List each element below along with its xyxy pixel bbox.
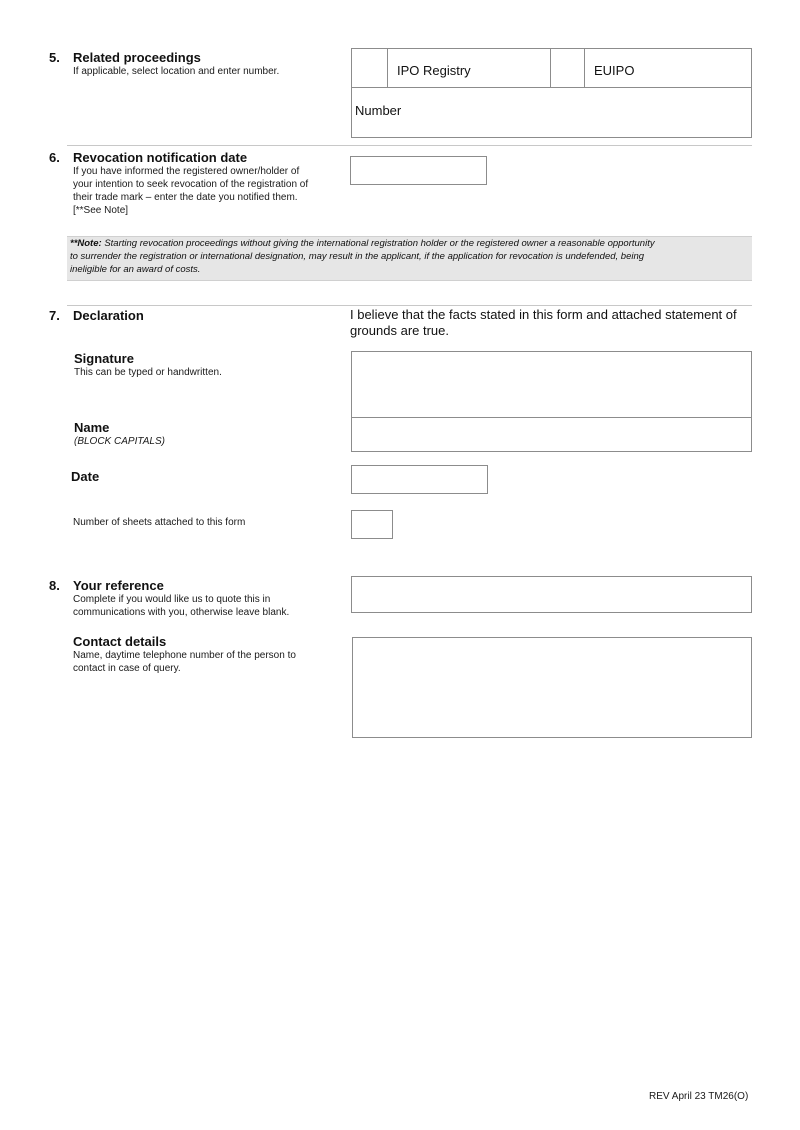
name-description: (BLOCK CAPITALS) — [74, 436, 165, 447]
euipo-checkbox[interactable] — [550, 49, 584, 87]
signature-title: Signature — [74, 351, 134, 366]
signature-input[interactable] — [351, 351, 752, 418]
section-divider — [67, 145, 752, 146]
sheets-count-input[interactable] — [351, 510, 393, 539]
section-6-number: 6. — [49, 150, 60, 165]
date-title: Date — [71, 469, 100, 484]
section-6-description-3: their trade mark – enter the date you notified them. — [73, 192, 298, 203]
note-text-2: to surrender the registration or international designation, may result in the applicant, if the application for revocation is undefended, being — [70, 251, 645, 262]
related-proceedings-number-field[interactable] — [422, 89, 747, 135]
section-6-description-1: If you have informed the registered owner/holder of — [73, 166, 300, 177]
revocation-notification-date-input[interactable] — [350, 156, 487, 185]
divider — [584, 49, 585, 87]
section-6-description-4: [**See Note] — [73, 205, 129, 216]
section-6-description-2: your intention to seek revocation of the registration of — [73, 179, 309, 190]
date-input[interactable] — [351, 465, 488, 494]
section-divider — [67, 305, 752, 306]
section-5-number: 5. — [49, 50, 60, 65]
section-8-number: 8. — [49, 578, 60, 593]
section-8-description-2: communications with you, otherwise leave blank. — [73, 607, 290, 618]
section-7-title: Declaration — [73, 308, 144, 323]
note-text-1: Starting revocation proceedings without giving the international registration holder or the registered owner a reasonable opportunity — [104, 238, 655, 249]
section-6-title: Revocation notification date — [73, 150, 248, 165]
sheets-label: Number of sheets attached to this form — [73, 517, 246, 528]
divider — [387, 49, 388, 87]
contact-details-description-1: Name, daytime telephone number of the person to — [73, 650, 296, 661]
form-version-code: REV April 23 TM26(O) — [649, 1091, 749, 1102]
your-reference-input[interactable] — [351, 576, 752, 613]
section-5-description: If applicable, select location and enter number. — [73, 66, 280, 77]
section-8-title: Your reference — [73, 578, 164, 593]
section-5-title: Related proceedings — [73, 50, 201, 65]
note-prefix: **Note: — [70, 238, 102, 249]
declaration-statement-2: grounds are true. — [350, 323, 450, 338]
contact-details-description-2: contact in case of query. — [73, 663, 181, 674]
number-label: Number — [355, 103, 402, 118]
name-input[interactable] — [351, 417, 752, 452]
signature-description: This can be typed or handwritten. — [74, 367, 222, 378]
declaration-statement-1: I believe that the facts stated in this form and attached statement of — [350, 307, 737, 322]
related-proceedings-group — [351, 48, 752, 138]
divider — [352, 87, 751, 88]
revocation-note — [67, 236, 752, 281]
name-title: Name — [74, 420, 110, 435]
ipo-registry-checkbox[interactable] — [352, 49, 387, 87]
euipo-label: EUIPO — [594, 63, 635, 78]
contact-details-title: Contact details — [73, 634, 167, 649]
contact-details-input[interactable] — [352, 637, 752, 738]
ipo-registry-label: IPO Registry — [397, 63, 471, 78]
section-8-description-1: Complete if you would like us to quote this in — [73, 594, 271, 605]
note-text-3: ineligible for an award of costs. — [70, 264, 201, 275]
section-7-number: 7. — [49, 308, 60, 323]
